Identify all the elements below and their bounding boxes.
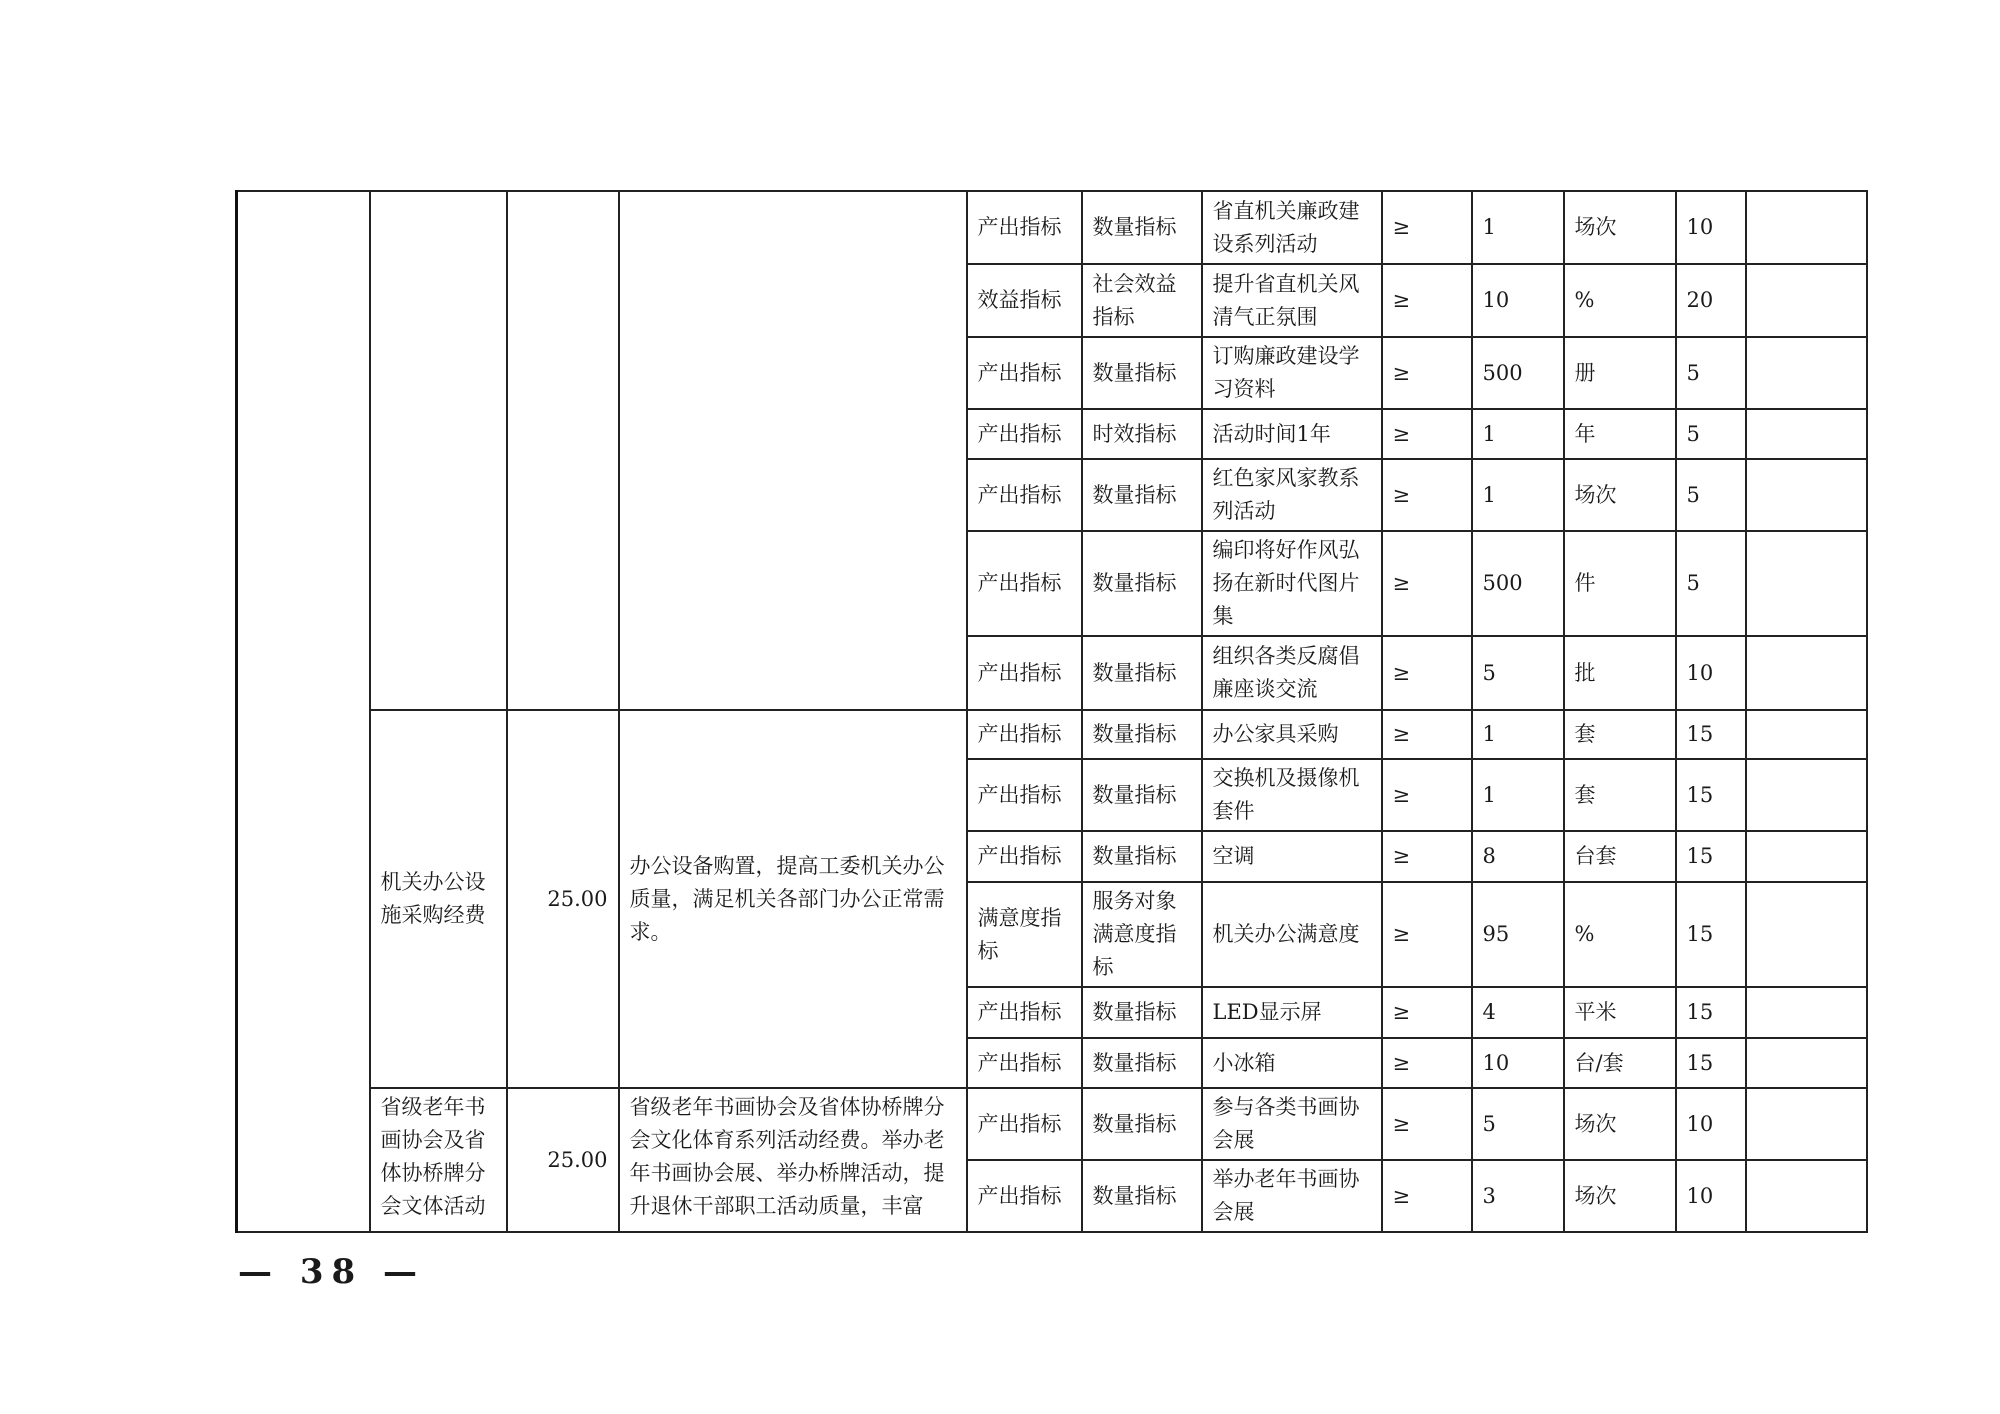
- unit: 台/套: [1564, 1038, 1676, 1088]
- level2-indicator: 数量指标: [1082, 1038, 1202, 1088]
- level2-indicator: 时效指标: [1082, 409, 1202, 459]
- remark: [1746, 1088, 1867, 1160]
- level2-indicator: 数量指标: [1082, 759, 1202, 831]
- comparison-symbol: ≥: [1382, 1160, 1472, 1232]
- remark: [1746, 531, 1867, 636]
- unit: %: [1564, 882, 1676, 987]
- indicator-name: 机关办公满意度: [1202, 882, 1382, 987]
- unit: 套: [1564, 710, 1676, 759]
- unit: 场次: [1564, 191, 1676, 264]
- remark: [1746, 337, 1867, 409]
- target-value: 3: [1472, 1160, 1564, 1232]
- target-value: 8: [1472, 831, 1564, 882]
- score: 10: [1676, 1088, 1746, 1160]
- indicator-name: LED显示屏: [1202, 987, 1382, 1038]
- indicator-name: 空调: [1202, 831, 1382, 882]
- project-name-cell: 省级老年书画协会及省体协桥牌分会文体活动: [370, 1088, 507, 1232]
- comparison-symbol: ≥: [1382, 636, 1472, 710]
- score: 15: [1676, 759, 1746, 831]
- department-cell: [237, 191, 370, 1232]
- remark: [1746, 987, 1867, 1038]
- target-value: 5: [1472, 636, 1564, 710]
- unit: 台套: [1564, 831, 1676, 882]
- comparison-symbol: ≥: [1382, 759, 1472, 831]
- project-amount-cell: 25.00: [507, 710, 619, 1088]
- score: 10: [1676, 636, 1746, 710]
- level1-indicator: 产出指标: [967, 531, 1082, 636]
- level2-indicator: 数量指标: [1082, 531, 1202, 636]
- score: 5: [1676, 459, 1746, 531]
- performance-indicator-table: [235, 190, 1868, 1233]
- unit: 册: [1564, 337, 1676, 409]
- level2-indicator: 数量指标: [1082, 1160, 1202, 1232]
- project-amount-cell: 25.00: [507, 1088, 619, 1232]
- remark: [1746, 1160, 1867, 1232]
- project-name-cell: [370, 191, 507, 710]
- unit: %: [1564, 264, 1676, 337]
- level1-indicator: 产出指标: [967, 337, 1082, 409]
- level1-indicator: 产出指标: [967, 459, 1082, 531]
- comparison-symbol: ≥: [1382, 531, 1472, 636]
- comparison-symbol: ≥: [1382, 191, 1472, 264]
- target-value: 4: [1472, 987, 1564, 1038]
- level2-indicator: 数量指标: [1082, 337, 1202, 409]
- project-description-cell: 办公设备购置，提高工委机关办公质量，满足机关各部门办公正常需求。: [619, 710, 967, 1088]
- comparison-symbol: ≥: [1382, 987, 1472, 1038]
- indicator-name: 参与各类书画协会展: [1202, 1088, 1382, 1160]
- score: 15: [1676, 1038, 1746, 1088]
- level1-indicator: 产出指标: [967, 759, 1082, 831]
- indicator-name: 组织各类反腐倡廉座谈交流: [1202, 636, 1382, 710]
- remark: [1746, 882, 1867, 987]
- remark: [1746, 759, 1867, 831]
- indicator-name: 订购廉政建设学习资料: [1202, 337, 1382, 409]
- target-value: 10: [1472, 264, 1564, 337]
- level1-indicator: 产出指标: [967, 1160, 1082, 1232]
- score: 5: [1676, 531, 1746, 636]
- score: 15: [1676, 710, 1746, 759]
- unit: 场次: [1564, 459, 1676, 531]
- unit: 场次: [1564, 1088, 1676, 1160]
- unit: 平米: [1564, 987, 1676, 1038]
- target-value: 1: [1472, 191, 1564, 264]
- unit: 批: [1564, 636, 1676, 710]
- target-value: 1: [1472, 710, 1564, 759]
- comparison-symbol: ≥: [1382, 337, 1472, 409]
- level2-indicator: 数量指标: [1082, 987, 1202, 1038]
- unit: 年: [1564, 409, 1676, 459]
- page-number: — 38 —: [238, 1252, 425, 1292]
- remark: [1746, 1038, 1867, 1088]
- comparison-symbol: ≥: [1382, 710, 1472, 759]
- comparison-symbol: ≥: [1382, 264, 1472, 337]
- comparison-symbol: ≥: [1382, 459, 1472, 531]
- remark: [1746, 636, 1867, 710]
- level1-indicator: 产出指标: [967, 409, 1082, 459]
- target-value: 1: [1472, 759, 1564, 831]
- indicator-name: 小冰箱: [1202, 1038, 1382, 1088]
- unit: 场次: [1564, 1160, 1676, 1232]
- level1-indicator: 产出指标: [967, 191, 1082, 264]
- score: 15: [1676, 987, 1746, 1038]
- level1-indicator: 满意度指标: [967, 882, 1082, 987]
- comparison-symbol: ≥: [1382, 1038, 1472, 1088]
- level2-indicator: 数量指标: [1082, 831, 1202, 882]
- level2-indicator: 社会效益指标: [1082, 264, 1202, 337]
- score: 10: [1676, 1160, 1746, 1232]
- indicator-name: 提升省直机关风清气正氛围: [1202, 264, 1382, 337]
- remark: [1746, 710, 1867, 759]
- level1-indicator: 产出指标: [967, 636, 1082, 710]
- table-row: [237, 191, 1867, 264]
- project-description-cell: 省级老年书画协会及省体协桥牌分会文化体育系列活动经费。举办老年书画协会展、举办桥牌活动，提升退休干部职工活动质量，丰富: [619, 1088, 967, 1232]
- remark: [1746, 459, 1867, 531]
- level2-indicator: 数量指标: [1082, 1088, 1202, 1160]
- remark: [1746, 264, 1867, 337]
- target-value: 5: [1472, 1088, 1564, 1160]
- level1-indicator: 产出指标: [967, 1088, 1082, 1160]
- level1-indicator: 产出指标: [967, 987, 1082, 1038]
- project-amount-cell: [507, 191, 619, 710]
- unit: 件: [1564, 531, 1676, 636]
- indicator-name: 红色家风家教系列活动: [1202, 459, 1382, 531]
- unit: 套: [1564, 759, 1676, 831]
- target-value: 10: [1472, 1038, 1564, 1088]
- indicator-name: 交换机及摄像机套件: [1202, 759, 1382, 831]
- score: 15: [1676, 882, 1746, 987]
- project-description-cell: [619, 191, 967, 710]
- comparison-symbol: ≥: [1382, 831, 1472, 882]
- remark: [1746, 831, 1867, 882]
- score: 15: [1676, 831, 1746, 882]
- comparison-symbol: ≥: [1382, 882, 1472, 987]
- level1-indicator: 产出指标: [967, 1038, 1082, 1088]
- target-value: 95: [1472, 882, 1564, 987]
- comparison-symbol: ≥: [1382, 409, 1472, 459]
- level2-indicator: 数量指标: [1082, 459, 1202, 531]
- score: 5: [1676, 409, 1746, 459]
- score: 5: [1676, 337, 1746, 409]
- indicator-name: 活动时间1年: [1202, 409, 1382, 459]
- target-value: 1: [1472, 409, 1564, 459]
- level1-indicator: 产出指标: [967, 710, 1082, 759]
- indicator-name: 编印将好作风弘扬在新时代图片集: [1202, 531, 1382, 636]
- target-value: 500: [1472, 337, 1564, 409]
- indicator-name: 办公家具采购: [1202, 710, 1382, 759]
- table-row: [237, 710, 1867, 759]
- score: 10: [1676, 191, 1746, 264]
- target-value: 500: [1472, 531, 1564, 636]
- level2-indicator: 数量指标: [1082, 191, 1202, 264]
- level1-indicator: 效益指标: [967, 264, 1082, 337]
- level2-indicator: 数量指标: [1082, 636, 1202, 710]
- remark: [1746, 409, 1867, 459]
- level1-indicator: 产出指标: [967, 831, 1082, 882]
- target-value: 1: [1472, 459, 1564, 531]
- table-row: [237, 1088, 1867, 1160]
- indicator-name: 举办老年书画协会展: [1202, 1160, 1382, 1232]
- comparison-symbol: ≥: [1382, 1088, 1472, 1160]
- project-name-cell: 机关办公设施采购经费: [370, 710, 507, 1088]
- level2-indicator: 数量指标: [1082, 710, 1202, 759]
- remark: [1746, 191, 1867, 264]
- level2-indicator: 服务对象满意度指标: [1082, 882, 1202, 987]
- score: 20: [1676, 264, 1746, 337]
- indicator-name: 省直机关廉政建设系列活动: [1202, 191, 1382, 264]
